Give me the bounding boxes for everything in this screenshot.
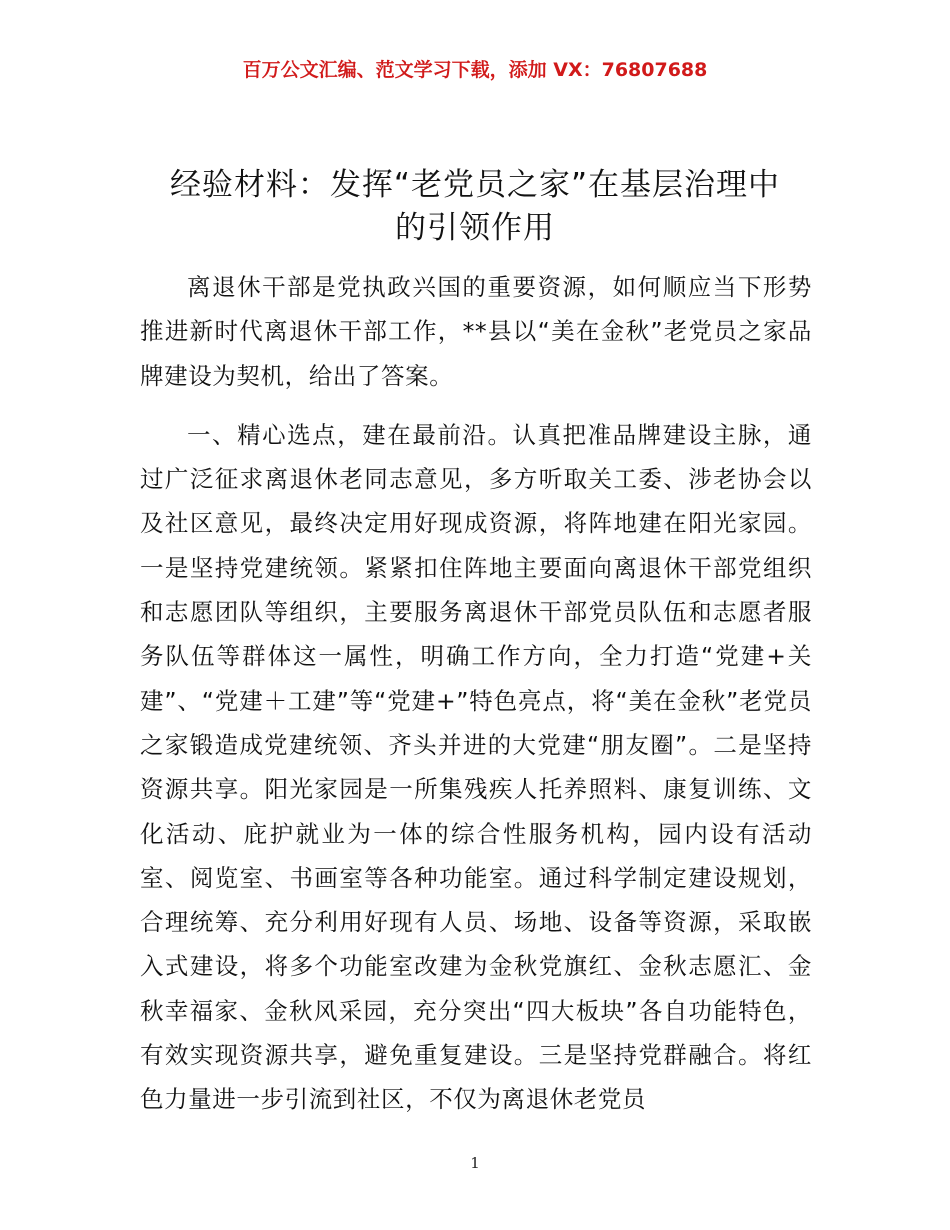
title-line-1: 经验材料：发挥“老党员之家”在基层治理中	[169, 167, 781, 203]
page-number: 1	[470, 1154, 480, 1172]
document-title	[140, 164, 810, 250]
document-body	[140, 265, 812, 1137]
paragraph-intro: 离退休干部是党执政兴国的重要资源，如何顺应当下形势推进新时代离退休干部工作，**县以“美在金秋”老党员之家品牌建设为契机，给出了答案。	[140, 273, 812, 390]
title-line-2: 的引领作用	[395, 210, 555, 246]
paragraph-section-1: 一、精心选点，建在最前沿。认真把准品牌建设主脉，通过广泛征求离退休老同志意见，多方听取关工委、涉老协会以及社区意见，最终决定用好现成资源，将阵地建在阳光家园。一是坚持党建统领。紧紧扣住阵地主要面向离退休干部党组织和志愿团队等组织，主要服务离退休干部党员队伍和志愿者服务队伍等群体这一属性，明确工作方向，全力打造“党建+关建”、“党建＋工建”等“党建+”特色亮点，将“美在金秋”老党员之家锻造成党建统领、齐头并进的大党建“朋友圈”。二是坚持资源共享。阳光家园是一所集残疾人托养照料、康复训练、文化活动、庇护就业为一体的综合性服务机构，园内设有活动室、阅览室、书画室等各种功能室。通过科学制定建设规划，合理统筹、充分利用好现有人员、场地、设备等资源，采取嵌入式建设，将多个功能室改建为金秋党旗红、金秋志愿汇、金秋幸福家、金秋风采园，充分突出“四大板块”各自功能特色，有效实现资源共享，避免重复建设。三是坚持党群融合。将红色力量进一步引流到社区，不仅为离退休老党员	[140, 420, 812, 1114]
header-banner: 百万公文汇编、范文学习下载，添加 VX：76807688	[242, 59, 708, 81]
